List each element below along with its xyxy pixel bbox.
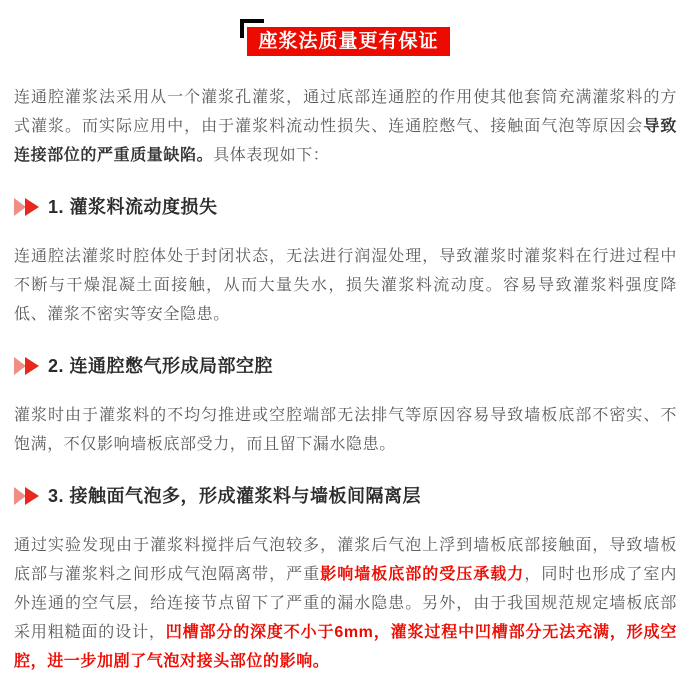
corner-bracket-icon [240,19,264,38]
intro-text-1: 连通腔灌浆法采用从一个灌浆孔灌浆，通过底部连通腔的作用使其他套筒充满灌浆料的方式灌浆。而实际应用中，由于灌浆料流动性损失、连通腔憋气、接触面气泡等原因会 [14,89,677,135]
section-2-heading [14,351,677,379]
section-3-text-2: ，同时也形成了室内外连通的空气层，给连接节点留下了严重的漏水隐患。另外，由于我国规范规定墙板底部采用粗糙面的设计， [14,566,677,641]
page-title: 座浆法质量更有保证 [258,31,439,52]
double-arrow-icon [14,198,41,216]
double-arrow-icon [14,487,41,505]
section-2-heading-text: 2. 连通腔憋气形成局部空腔 [48,356,274,376]
section-3-text-1: 通过实验发现由于灌浆料搅拌后气泡较多，灌浆后气泡上浮到墙板底部接触面，导致墙板底部与灌浆料之间形成气泡隔离带，严重 [14,537,677,583]
double-arrow-icon [14,357,41,375]
section-2-paragraph: 灌浆时由于灌浆料的不均匀推进或空腔端部无法排气等原因容易导致墙板底部不密实、不饱满，不仅影响墙板底部受力，而且留下漏水隐患。 [14,407,677,453]
title-banner-wrap [14,0,677,56]
section-1-paragraph: 连通腔法灌浆时腔体处于封闭状态，无法进行润湿处理，导致灌浆时灌浆料在行进过程中不断与干燥混凝土面接触，从而大量失水，损失灌浆料流动度。容易导致灌浆料强度降低、灌浆不密实等安全隐患。 [14,248,677,323]
section-3-paragraph [14,531,677,676]
section-1-heading [14,192,677,220]
section-3-heading [14,481,677,509]
section-3-red-text-2: 凹槽部分的深度不小于6mm，灌浆过程中凹槽部分无法充满，形成空腔，进一步加剧了气泡对接头部位的影响。 [14,624,677,670]
title-banner [247,27,449,56]
intro-bold-text: 导致连接部位的严重质量缺陷。 [14,118,678,164]
section-1-heading-text: 1. 灌浆料流动度损失 [48,197,218,217]
intro-paragraph [14,83,677,170]
intro-text-2: 具体表现如下： [213,147,330,164]
section-3-heading-text: 3. 接触面气泡多，形成灌浆料与墙板间隔离层 [48,486,422,506]
section-3-red-text-1: 影响墙板底部的受压承载力 [320,566,525,583]
